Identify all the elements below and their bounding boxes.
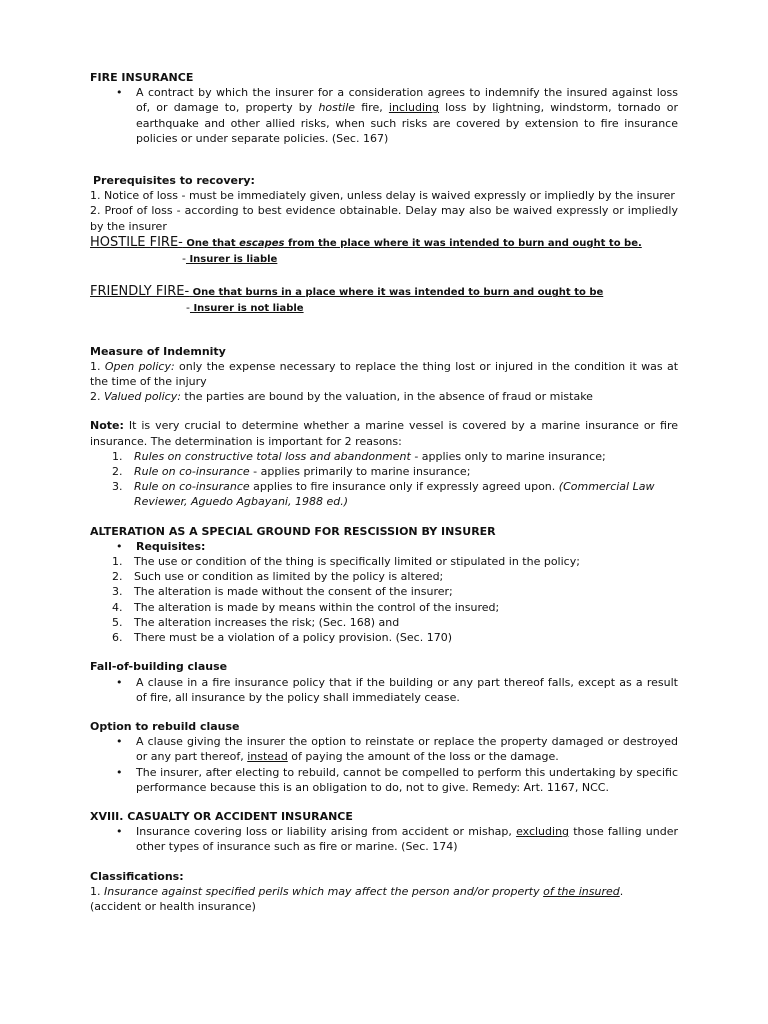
section-heading-casualty: XVIII. CASUALTY OR ACCIDENT INSURANCE [90,809,353,823]
bullet-icon: • [116,539,123,553]
text-run: . [619,884,624,898]
document-page [90,70,678,914]
item-text [134,449,678,464]
bullet-fire-definition [90,85,678,146]
section-heading-fall-of-building: Fall-of-building clause [90,660,228,674]
requisites-bullet [90,539,678,554]
item-number: 3. [112,480,123,494]
item-number: 1. [90,359,105,373]
item-number: 1. [90,884,104,898]
liability-text: Insurer is liable [185,254,278,266]
text-run: - applies primarily to marine insurance; [249,465,471,479]
prereq-item-2: 2. Proof of loss - according to best evidence obtainable. Delay may also be waived expressly or impliedly by the insurer [90,204,678,233]
text-run: A clause giving the insurer the option to reinstate or replace the property damaged or destroyed or any part thereof, [136,735,678,764]
text-run: applies to fire insurance only if expressly agreed upon. [249,480,559,494]
indemnity-item-1 [90,359,678,389]
bullet-icon: • [116,735,123,749]
item-number: 2. [112,570,123,584]
hostile-fire-liability: - Insurer is liable [182,252,278,266]
note-item-2 [90,464,678,479]
item-number: 5. [112,615,123,629]
term: Rules on constructive total loss and abandonment [134,449,411,463]
text-run: from the place where it was intended to burn and ought to be. [284,237,642,249]
item-number: 3. [112,585,123,599]
bullet-casualty [90,824,678,854]
friendly-fire-definition [90,284,678,300]
item-number: 6. [112,631,123,645]
text-run: One that burns in a place where it was intended to burn and ought to be [189,287,604,299]
section-heading-option-to-rebuild: Option to rebuild clause [90,719,240,733]
liability-text: Insurer is not liable [189,303,304,315]
bullet-icon: • [116,765,123,779]
note-item-1 [90,449,678,464]
item-text: The alteration is made without the consent of the insurer; [134,585,453,599]
bullet-text [136,85,678,146]
item-number: 2. [90,390,104,404]
text-run: the parties are bound by the valuation, in the absence of fraud or mistake [180,390,593,404]
emphasis-of-the-insured: of the insured [543,884,620,898]
item-number: 4. [112,600,123,614]
emphasis-hostile: hostile [318,101,356,115]
note-label: Note: [90,419,124,433]
prereq-item-1: 1. Notice of loss - must be immediately given, unless delay is waived expressly or impliedly by the insurer [90,189,675,203]
section-heading-alteration: ALTERATION AS A SPECIAL GROUND FOR RESCISSION BY INSURER [90,524,496,538]
item-text: The use or condition of the thing is specifically limited or stipulated in the policy; [134,555,580,569]
section-heading-prerequisites: Prerequisites to recovery: [93,174,255,188]
text-run: One that [182,237,240,249]
emphasis-instead: instead [247,750,288,764]
term-open-policy: Open policy: [104,359,175,373]
text-run: only the expense necessary to replace the thing lost or injured in the condition it was at the time of the injury [90,359,679,389]
text-run: those falling under other types of insurance such as fire or marine. (Sec. 174) [136,825,678,854]
bullet-rebuild-2 [90,765,678,795]
item-number: 1. [112,449,123,463]
hostile-fire-definition [90,235,678,251]
emphasis-including: including [388,101,440,115]
indemnity-item-2 [90,389,678,404]
item-text: The alteration is made by means within the control of the insured; [134,600,500,614]
section-heading-fire-insurance: FIRE INSURANCE [90,71,194,84]
item-text: The alteration increases the risk; (Sec. 168) and [134,615,400,629]
item-number: 1. [112,555,123,569]
item-text [134,464,678,479]
item-text [134,479,678,509]
bullet-icon: • [116,675,123,689]
requisites-label: Requisites: [136,539,206,553]
text-run: of paying the amount of the loss or the damage. [287,750,559,764]
item-number: 2. [112,465,123,479]
bullet-icon: • [116,86,123,100]
emphasis-escapes: escapes [239,237,285,249]
bullet-text [136,734,678,764]
text-run: Insurance against specified perils which may affect the person and/or property [104,884,544,898]
bullet-icon: • [116,825,123,839]
bullet-text: A clause in a fire insurance policy that if the building or any part thereof falls, except as a result of fire, all insurance by the policy shall immediately cease. [136,675,678,704]
citation: (Commercial Law Reviewer, Aguedo Agbayani, 1988 ed.) [134,480,655,509]
item-text: Such use or condition as limited by the policy is altered; [134,570,444,584]
text-run: fire, [355,101,389,115]
bullet-text [136,824,678,854]
friendly-fire-label: FRIENDLY FIRE- [90,284,190,300]
note-paragraph [90,418,678,448]
term: Rule on co-insurance [134,465,250,479]
hostile-fire-label: HOSTILE FIRE- [90,234,183,250]
classification-item-1-note: (accident or health insurance) [90,899,256,913]
text-run: - applies only to marine insurance; [410,449,606,463]
text-run: Insurance covering loss or liability arising from accident or mishap, [136,825,517,839]
note-item-3 [90,479,678,509]
text-run: loss by lightning, windstorm, tornado or earthquake and other allied risks, when such risks are covered by extension to fire insurance policies or under separate policies. (Sec. 167) [136,101,679,145]
section-heading-indemnity: Measure of Indemnity [90,344,226,358]
item-text: There must be a violation of a policy provision. (Sec. 170) [134,631,453,645]
requisite-item-5 [90,615,678,630]
friendly-fire-liability: - Insurer is not liable [186,301,304,315]
requisite-item-1 [90,554,678,569]
classification-item-1 [90,884,678,899]
text-run: A contract by which the insurer for a consideration agrees to indemnify the insured against loss of, or damage to, property by [136,86,678,115]
bullet-fall-of-building [90,675,678,705]
text-run: It is very crucial to determine whether a marine vessel is covered by a marine insurance or fire insurance. The determination is important for 2 reasons: [90,419,678,448]
requisite-item-4 [90,600,678,615]
emphasis-excluding: excluding [516,825,570,839]
section-heading-classifications: Classifications: [90,869,184,883]
bullet-rebuild-1 [90,734,678,764]
bullet-text: The insurer, after electing to rebuild, cannot be compelled to perform this undertaking by specific performance because this is an obligation to do, not to give. Remedy: Art. 1167, NCC. [136,765,678,794]
requisite-item-3 [90,584,678,599]
term-valued-policy: Valued policy: [104,390,181,404]
requisite-item-6 [90,630,678,645]
term: Rule on co-insurance [134,480,250,494]
requisite-item-2 [90,569,678,584]
